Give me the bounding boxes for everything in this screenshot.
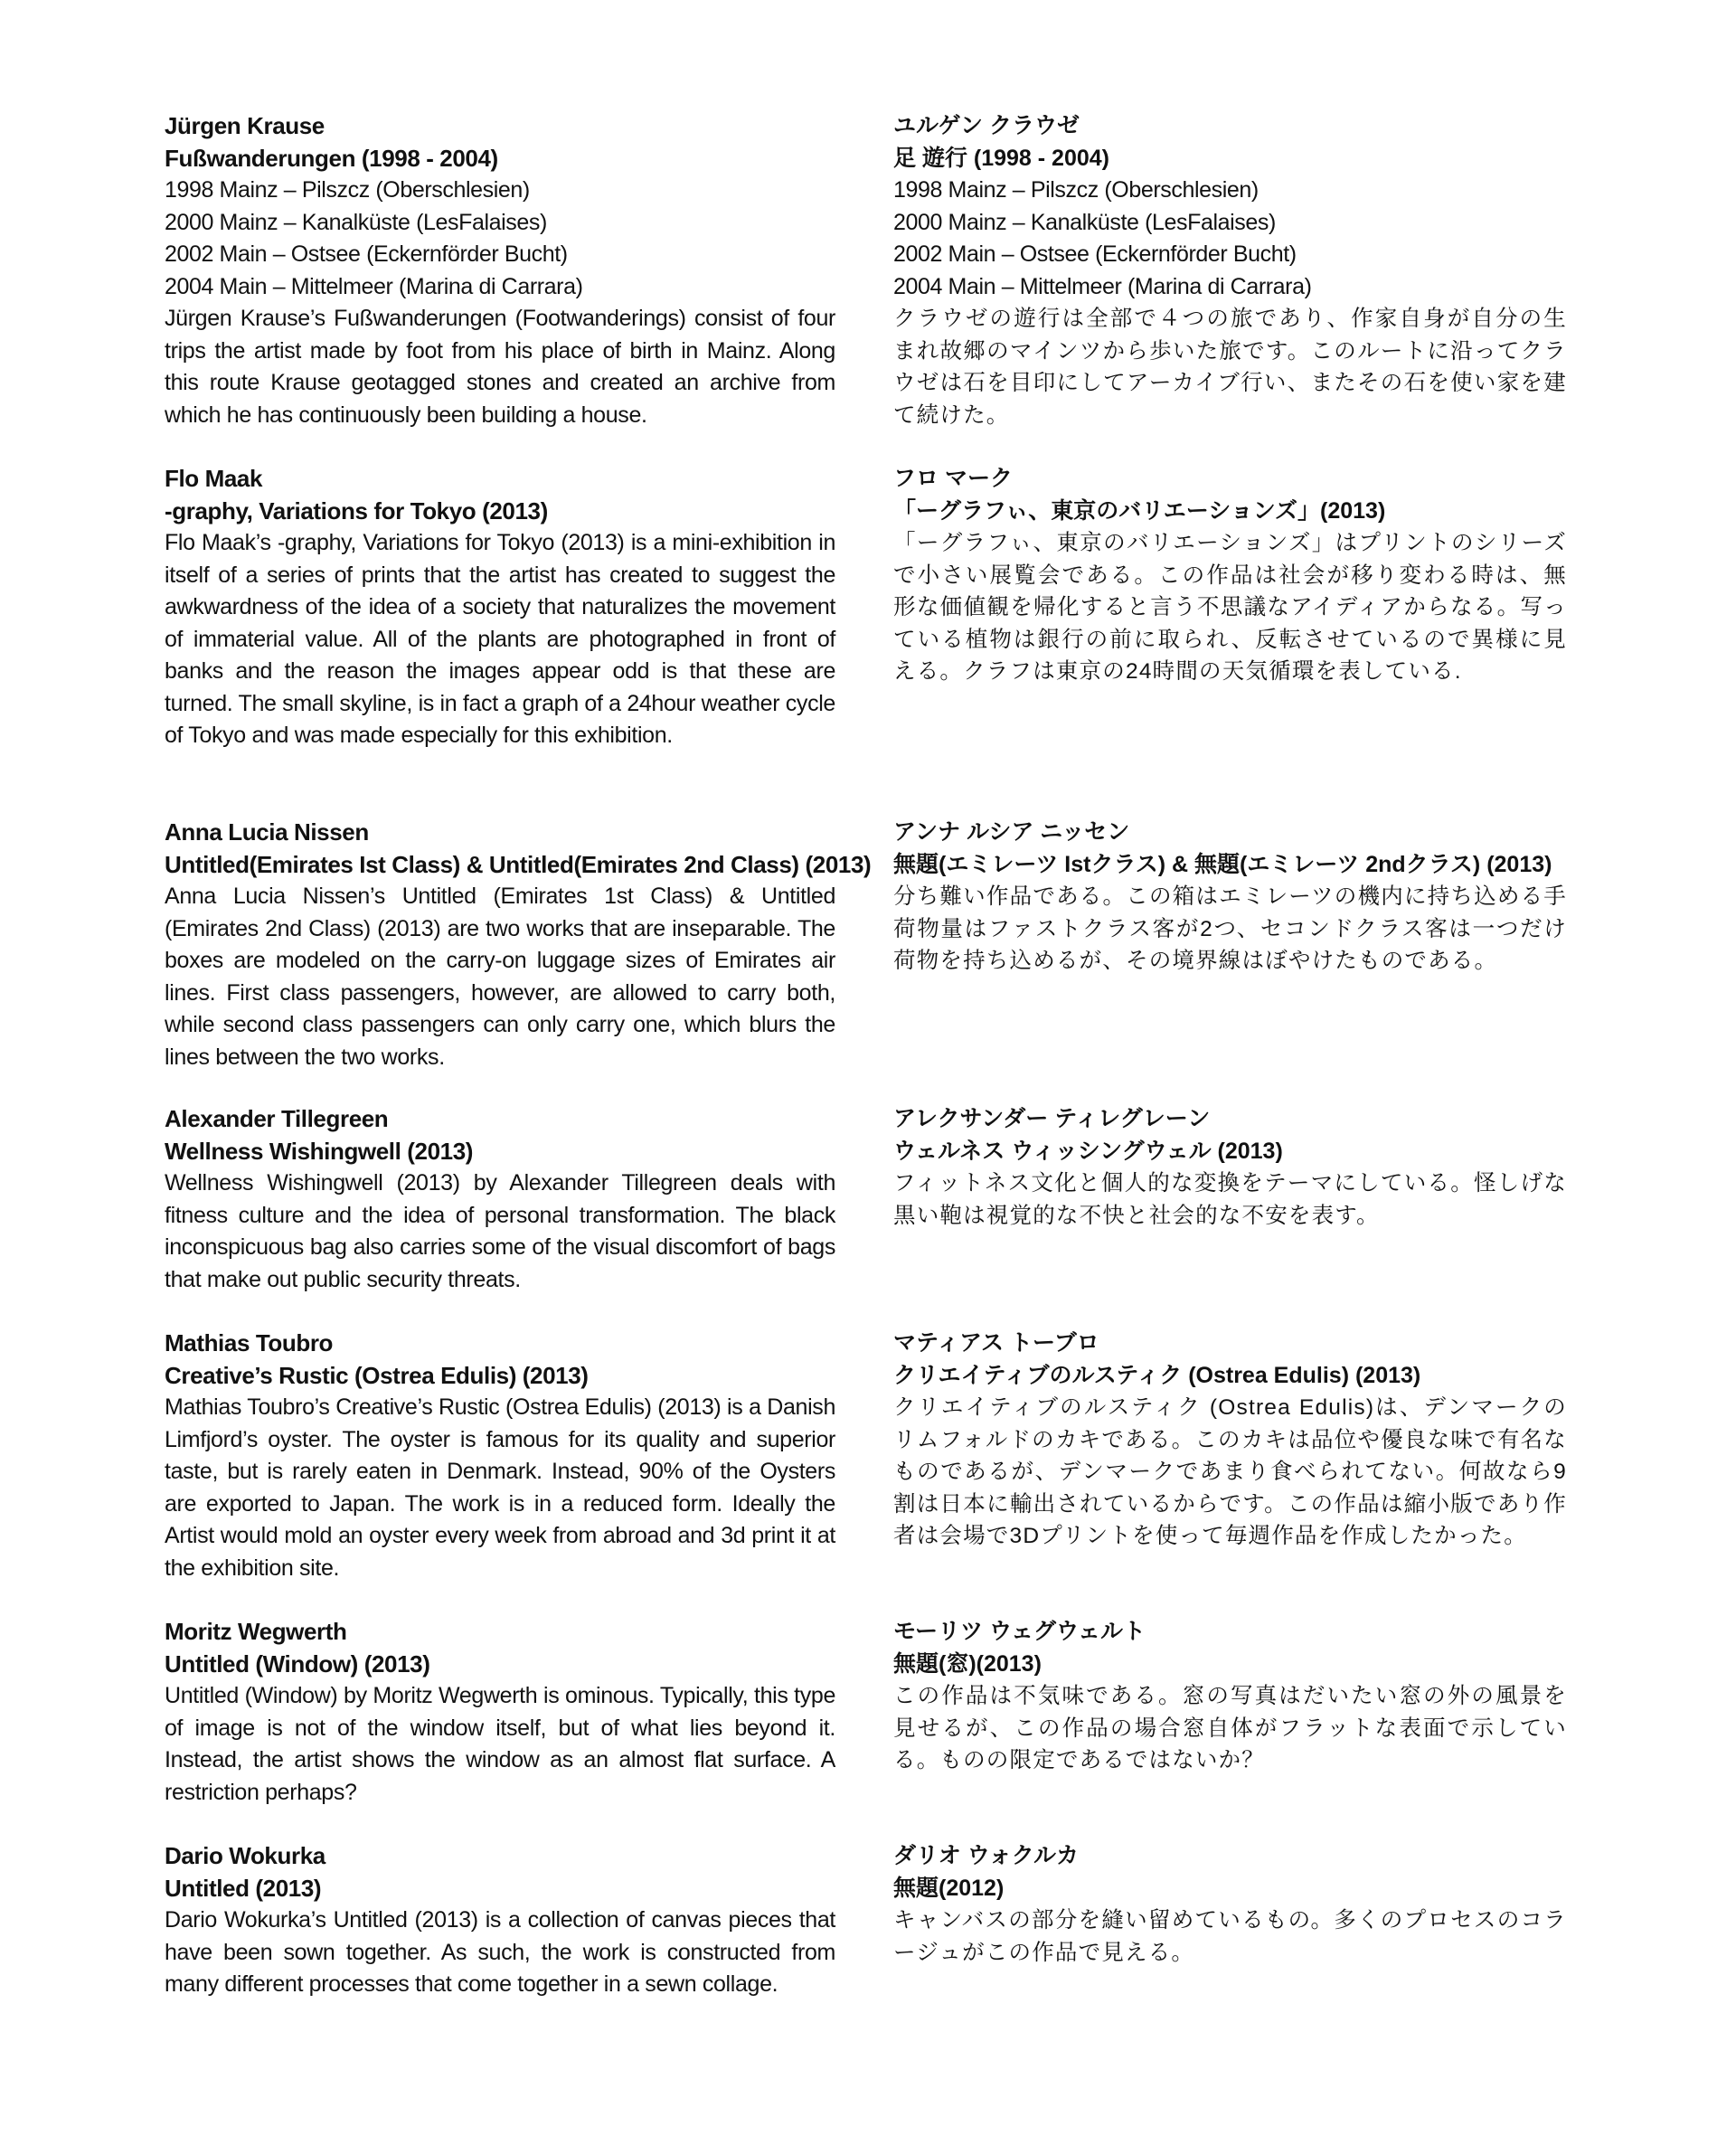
- artist-name: モーリツ ウェグウェルト: [893, 1619, 1146, 1644]
- work-title: 「ーグラフぃ、東京のバリエーションズ」(2013): [893, 497, 1386, 524]
- work-description: クリエイティブのルスティク (Ostrea Edulis)は、デンマークのリムフォルドのカキである。このカキは品位や優良な味で有名なものであるが、デンマークであまり食べられてない。何故なら9割は日本に輸出されているからです。この作品は縮小版であり作者は会場で3Dプリントを使って毎週作品を作成したかった。: [893, 1395, 1567, 1548]
- artist-name: Jürgen Krause: [165, 112, 325, 139]
- entry-dario-wokurka-en: [165, 1840, 835, 2001]
- entry-moritz-wegwerth-ja: [893, 1616, 1567, 1777]
- artist-name: ユルゲン クラウゼ: [893, 113, 1080, 138]
- work-title: Fußwanderungen (1998 - 2004): [165, 144, 498, 172]
- work-description: Anna Lucia Nissen’s Untitled (Emirates 1st Class) & Untitled (Emirates 2nd Class) (2013) are two works that are inseparable. The boxes are modeled on the carry-on luggage sizes of Emirates air lines. First class passengers, however, are allowed to carry both, while second class passengers can only carry one, which blurs the lines between the two works.: [165, 884, 835, 1070]
- work-title: 無題(エミレーツ Istクラス) & 無題(エミレーツ 2ndクラス) (2013): [893, 851, 1552, 877]
- entry-juergen-krause-en: [165, 110, 835, 431]
- work-title: 無題(2012): [893, 1875, 1005, 1901]
- work-description: Wellness Wishingwell (2013) by Alexander Tillegreen deals with fitness culture and the idea of personal transformation. The black inconspicuous bag also carries some of the visual discomfort of bags that make out public security threats.: [165, 1170, 835, 1292]
- work-description: この作品は不気味である。窓の写真はだいたい窓の外の風景を見せるが、この作品の場合窓自体がフラットな表面で示している。ものの限定であるではないか？: [893, 1684, 1567, 1772]
- artist-name: ダリオ ウォクルカ: [893, 1843, 1079, 1868]
- work-title: Wellness Wishingwell (2013): [165, 1137, 474, 1165]
- work-description: Mathias Toubro’s Creative’s Rustic (Ostrea Edulis) (2013) is a Danish Limfjord’s oyster. The oyster is famous for its quality and superior taste, but is rarely eaten in Denmark. Instead, 90% of the Oysters are exported to Japan. The work is in a reduced form. Ideally the Artist would mold an oyster every week from abroad and 3d print it at the exhibition site.: [165, 1394, 835, 1581]
- work-title: 無題(窓)(2013): [893, 1650, 1042, 1677]
- entry-juergen-krause-ja: [893, 110, 1567, 431]
- route-line: 2004 Main – Mittelmeer (Marina di Carrara): [893, 273, 1312, 299]
- entry-moritz-wegwerth-en: [165, 1616, 835, 1809]
- route-line: 2000 Mainz – Kanalküste (LesFalaises): [893, 209, 1276, 235]
- work-description: Flo Maak’s -graphy, Variations for Tokyo (2013) is a mini-exhibition in itself of a series of prints that the artist has created to suggest the awkwardness of the idea of a society that naturalizes the movement of immaterial value. All of the plants are photographed in front of banks and the reason the images appear odd is that these are turned. The small skyline, is in fact a graph of a 24hour weather cycle of Tokyo and was made especially for this exhibition.: [165, 530, 835, 748]
- route-line: 2002 Main – Ostsee (Eckernförder Bucht): [165, 241, 568, 267]
- work-title: クリエイティブのルスティク (Ostrea Edulis) (2013): [893, 1362, 1421, 1388]
- work-description: Untitled (Window) by Moritz Wegwerth is ominous. Typically, this type of image is not of the window itself, but of what lies beyond it. Instead, the artist shows the window as an almost flat surface. A restriction perhaps?: [165, 1683, 835, 1805]
- work-description: Jürgen Krause’s Fußwanderungen (Footwanderings) consist of four trips the artist made by foot from his place of birth in Mainz. Along this route Krause geotagged stones and created an archive from which he has continuously been building a house.: [165, 306, 835, 428]
- entry-dario-wokurka-ja: [893, 1840, 1567, 1969]
- route-line: 2000 Mainz – Kanalküste (LesFalaises): [165, 209, 547, 235]
- route-line: 2004 Main – Mittelmeer (Marina di Carrara): [165, 273, 583, 299]
- entry-mathias-toubro-en: [165, 1328, 835, 1584]
- work-description: 「ーグラフぃ、東京のバリエーションズ」はプリントのシリーズで小さい展覧会である。この作品は社会が移り変わる時は、無形な価値観を帰化すると言う不思議なアイディアからなる。写っている植物は銀行の前に取られ、反転させているので異様に見える。クラフは東京の24時間の天気循環を表している.: [893, 531, 1567, 684]
- entry-alexander-tillegreen-en: [165, 1103, 835, 1296]
- artist-name: Alexander Tillegreen: [165, 1105, 389, 1132]
- work-description: 分ち難い作品である。この箱はエミレーツの機内に持ち込める手荷物量はファストクラス客が2つ、セコンドクラス客は一つだけ荷物を持ち込めるが、その境界線はぼやけたものである。: [893, 884, 1567, 973]
- work-title: Untitled (Window) (2013): [165, 1649, 430, 1678]
- artist-name: Dario Wokurka: [165, 1842, 326, 1869]
- artist-name: Flo Maak: [165, 465, 263, 492]
- entry-anna-lucia-nissen-en: [165, 817, 872, 1073]
- work-title: 足 遊行 (1998 - 2004): [893, 145, 1109, 171]
- work-title: Untitled(Emirates Ist Class) & Untitled(Emirates 2nd Class) (2013): [165, 850, 872, 878]
- entry-anna-lucia-nissen-ja: [893, 817, 1567, 978]
- route-line: 2002 Main – Ostsee (Eckernförder Bucht): [893, 241, 1297, 267]
- work-title: Creative’s Rustic (Ostrea Edulis) (2013): [165, 1361, 589, 1389]
- artist-name: フロ マーク: [893, 466, 1013, 491]
- work-description: キャンバスの部分を縫い留めているもの。多くのプロセスのコラージュがこの作品で見える。: [893, 1908, 1567, 1965]
- entry-flo-maak-ja: [893, 463, 1567, 688]
- artist-name: マティアス トーブロ: [893, 1330, 1099, 1356]
- work-description: クラウゼの遊行は全部で４つの旅であり、作家自身が自分の生まれ故郷のマインツから歩いた旅です。このルートに沿ってクラウゼは石を目印にしてアーカイブ行い、またその石を使い家を建て続けた。: [893, 307, 1567, 428]
- work-description: Dario Wokurka’s Untitled (2013) is a collection of canvas pieces that have been sown together. As such, the work is constructed from many different processes that come together in a sewn collage.: [165, 1907, 835, 1997]
- route-list: [165, 175, 835, 303]
- work-description: フィットネス文化と個人的な変換をテーマにしている。怪しげな黒い鞄は視覚的な不快と社会的な不安を表す。: [893, 1171, 1567, 1228]
- artist-name: Mathias Toubro: [165, 1329, 334, 1356]
- artist-name: アレクサンダー ティレグレーン: [893, 1106, 1211, 1131]
- artist-name: Anna Lucia Nissen: [165, 818, 369, 846]
- entry-flo-maak-en: [165, 463, 835, 752]
- artist-name: Moritz Wegwerth: [165, 1618, 347, 1645]
- work-title: ウェルネス ウィッシングウェル (2013): [893, 1138, 1283, 1164]
- entry-mathias-toubro-ja: [893, 1328, 1567, 1553]
- route-line: 1998 Mainz – Pilszcz (Oberschlesien): [165, 177, 530, 203]
- route-list: [893, 175, 1567, 303]
- entry-alexander-tillegreen-ja: [893, 1103, 1567, 1232]
- work-title: Untitled (2013): [165, 1874, 322, 1902]
- work-title: -graphy, Variations for Tokyo (2013): [165, 496, 548, 525]
- artist-name: アンナ ルシア ニッセン: [893, 819, 1130, 845]
- route-line: 1998 Mainz – Pilszcz (Oberschlesien): [893, 177, 1259, 203]
